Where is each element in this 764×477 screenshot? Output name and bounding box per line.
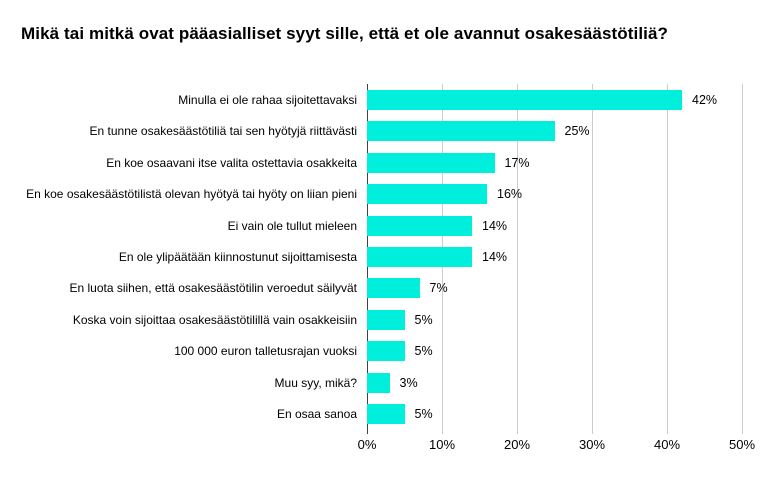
value-label: 16% [497,187,523,202]
bar-track [367,404,742,424]
category-label: En ole ylipäätään kiinnostunut sijoittamisesta [118,249,357,264]
bar [367,90,682,110]
value-label: 17% [504,155,530,170]
value-label: 42% [692,92,718,107]
value-label: 7% [429,281,448,296]
bar [367,341,405,361]
value-label: 3% [399,375,418,390]
category-label: Ei vain ole tullut mieleen [227,218,357,233]
x-axis [357,437,756,453]
bar-track [367,90,742,110]
bar-row [0,115,764,146]
bar-track [367,216,742,236]
category-label: En tunne osakesäästötiliä tai sen hyötyjä riittävästi [89,124,357,139]
bar-row [0,210,764,241]
value-label: 5% [414,344,433,359]
x-axis-tick-label: 40% [653,437,681,452]
bar-track [367,184,742,204]
x-axis-tick-label: 10% [428,437,456,452]
bar [367,278,420,298]
bar [367,121,555,141]
value-label: 5% [414,312,433,327]
bar [367,184,487,204]
value-label: 14% [482,249,508,264]
x-axis-tick-label: 0% [357,437,377,452]
bar-row [0,84,764,115]
value-label: 5% [414,407,433,422]
bar-track [367,310,742,330]
category-label: Koska voin sijoittaa osakesäästötilillä vain osakkeisiin [72,312,357,327]
bar-row [0,304,764,335]
bar-row [0,178,764,209]
bar-row [0,336,764,367]
category-label: Muu syy, mikä? [274,375,357,390]
bar-rows [0,84,764,430]
bar [367,153,495,173]
category-label: En koe osakesäästötilistä olevan hyötyä tai hyöty on liian pieni [26,187,357,202]
value-label: 14% [482,218,508,233]
x-axis-tick-label: 30% [578,437,606,452]
x-axis-tick-label: 20% [503,437,531,452]
bar-track [367,121,742,141]
bar [367,404,405,424]
value-label: 25% [564,124,590,139]
chart-title: Mikä tai mitkä ovat pääasialliset syyt sille, että et ole avannut osakesäästötiliä? [21,24,669,43]
bar [367,310,405,330]
bar-track [367,278,742,298]
bar [367,373,390,393]
bar-row [0,241,764,272]
bar-track [367,341,742,361]
bar-track [367,247,742,267]
bar-row [0,367,764,398]
category-label: 100 000 euron talletusrajan vuoksi [174,344,357,359]
bar [367,247,472,267]
x-axis-tick-label: 50% [728,437,756,452]
category-label: En osaa sanoa [276,407,357,422]
bar [367,216,472,236]
bar-row [0,273,764,304]
bar-track [367,153,742,173]
bar-track [367,373,742,393]
bar-row [0,147,764,178]
category-label: En koe osaavani itse valita ostettavia osakkeita [106,155,357,170]
category-label: Minulla ei ole rahaa sijoitettavaksi [178,92,357,107]
category-label: En luota siihen, että osakesäästötilin veroedut säilyvät [69,281,357,296]
bar-row [0,399,764,430]
